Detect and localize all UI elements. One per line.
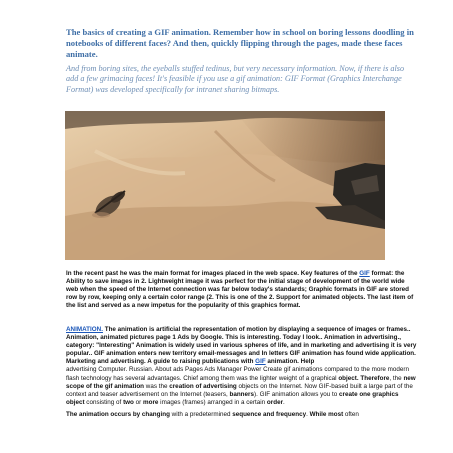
p2-text-e: , the xyxy=(389,374,404,382)
p2-text-m: consisting of xyxy=(84,398,124,406)
p2-text-j: banners xyxy=(229,390,254,398)
p2-text-f: new scope of the gif animation xyxy=(66,374,416,390)
p2-text-g: was the xyxy=(144,382,170,390)
p2-text-o: or xyxy=(133,398,144,406)
p3-text-f: often xyxy=(343,411,359,418)
paragraph-gif-format xyxy=(66,270,418,310)
p2-text-a: The animation is artificial the representation of motion by displaying a sequence of images or frames.. Animation, animated pictures page 1 Ads by Google. This is interesting. Today I look.. Animation in advertising., category: "Interesting" Animation is widely used in various spheres of life, and in marketing and advertising it is very popular.. GIF animation enters new territory email-messages and In letters GIF animation has found wide application. Marketing and advertising. A guide to raising publications with xyxy=(66,326,417,366)
paragraph-animation-sequence xyxy=(66,411,418,419)
p2-text-l: create one graphics object xyxy=(66,390,399,406)
p1-text-a: In the recent past he was the main format for images placed in the web space. Key features of the xyxy=(66,270,360,277)
p1-text-b: format: the Ability to save images in 2. Lightweight image it was perfect for the initial stage of development of the world wide web when the speed of the Internet connection was far below today's standards; Graphic formats in GIF are stored row by row, keeping only a certain color range (2. This is one of the 2. Support for animated objects. The last item of the list and served as a new impetus for the popularity of this graphics format. xyxy=(66,270,414,310)
gif-link[interactable]: GIF xyxy=(359,270,370,277)
paragraph-animation xyxy=(66,326,418,407)
p2-text-h: creation of advertising xyxy=(169,382,237,390)
p3-text-b: with a predetermined xyxy=(169,411,233,418)
p3-text-d: . xyxy=(306,411,310,418)
p3-text-c: sequence and frequency xyxy=(232,411,307,418)
desert-speeder-photo xyxy=(65,111,385,260)
p2-text-s: . xyxy=(283,398,285,406)
page-title: The basics of creating a GIF animation. Remember how in school on boring lessons doodling in notebooks of different faces? And then, quickly flipping through the pages, made these faces animate. xyxy=(66,27,414,59)
animation-link[interactable]: ANIMATION. xyxy=(66,326,103,333)
p2-text-q: images (frames) arranged in a certain xyxy=(158,398,267,406)
p2-text-n: two xyxy=(123,398,134,406)
intro-paragraph: And from boring sites, the eyeballs stuffed tedinus, but very necessary information. Now, if there is also add a few grimacing faces! It's feasible if you use a gif animation: GIF Format (Graphics Interchange Format) was developed specifically for intranet sharing bitmaps. xyxy=(66,64,405,94)
p2-text-c: advertising Computer. Russian. About ads Pages Ads Manager Power Create gif animations compared to the more modern flash technology has several advantages. Chief among them was the lighter weight of a graphical xyxy=(66,366,410,382)
p3-text-e: While most xyxy=(309,411,344,418)
p2-text-b: animation. Help xyxy=(265,358,315,366)
photo-illustration xyxy=(65,111,385,260)
p2-text-p: more xyxy=(143,398,159,406)
p2-text-d: object. Therefore xyxy=(338,374,390,382)
p2-text-r: order xyxy=(266,398,284,406)
p2-text-k: ). GIF animation allows you to xyxy=(253,390,340,398)
gif-animation-link[interactable]: GIF xyxy=(255,358,266,366)
p2-text-i: objects on the Internet. Now GIF-based built a large part of the context and teaser advertisement on the Internet (teasers, xyxy=(66,382,413,398)
p3-text-a: The animation occurs by changing xyxy=(66,411,170,418)
